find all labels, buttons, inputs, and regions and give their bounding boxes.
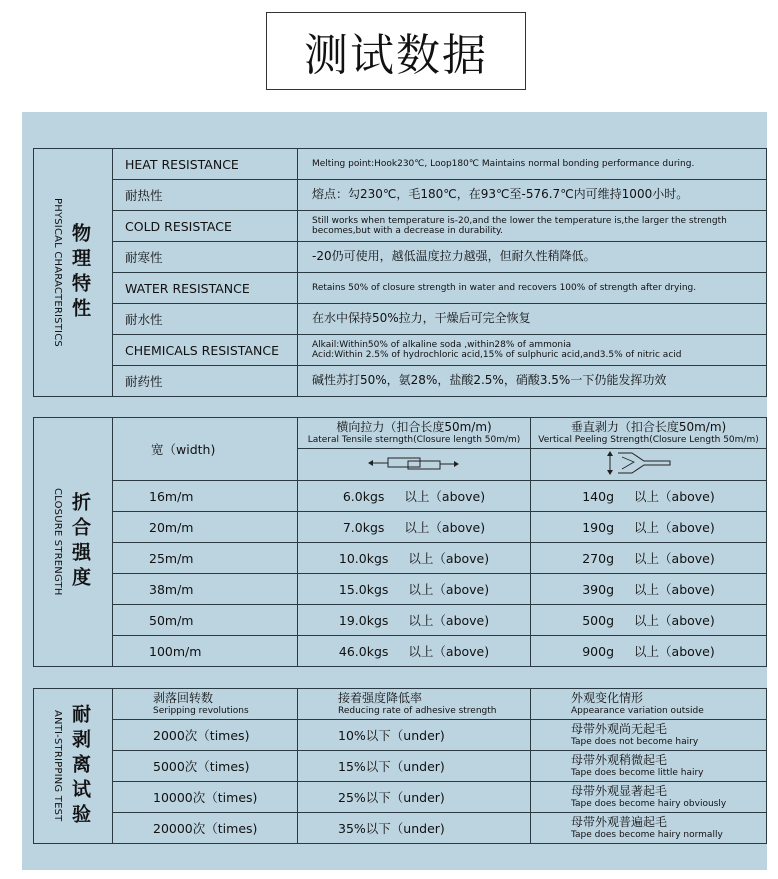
lateral-num: 6.0kgs [342, 489, 385, 504]
appearance-en: Tape does not become hairy [571, 736, 699, 747]
property-desc: 在水中保持50%拉力，干燥后可完全恢复 [298, 304, 767, 335]
width-value: 50m/m [113, 605, 298, 636]
table-row [34, 418, 767, 449]
lateral-value [298, 605, 531, 636]
lateral-note: 以上（above) [408, 613, 490, 628]
property-label: CHEMICALS RESISTANCE [113, 335, 298, 366]
header-en: Seripping revolutions [153, 705, 249, 716]
appearance-zh: 母带外观普遍起毛 [571, 814, 668, 829]
table-row [34, 149, 767, 180]
header-en: Appearance variation outside [571, 705, 704, 716]
vertical-note: 以上（above) [634, 520, 715, 535]
property-desc: Melting point:Hook230℃, Loop180℃ Maintains normal bonding performance during. [298, 149, 767, 180]
property-desc: 碱性苏打50%，氨28%，盐酸2.5%，硝酸3.5%一下仍能发挥功效 [298, 366, 767, 397]
property-desc [298, 335, 767, 366]
category-zh: 物理特性 [69, 222, 91, 323]
revolutions-value: 2000次（times) [113, 720, 298, 751]
vertical-num: 900g [582, 644, 615, 659]
vertical-num: 140g [582, 489, 615, 504]
physical-category [34, 149, 113, 397]
table-row [34, 273, 767, 304]
vertical-note: 以上（above) [634, 613, 715, 628]
lateral-note: 以上（above) [408, 582, 490, 597]
col-header-revolutions [113, 689, 298, 720]
vertical-value [531, 574, 767, 605]
appearance-zh: 母带外观稍微起毛 [571, 752, 668, 767]
table-row [34, 211, 767, 242]
table-row [34, 636, 767, 667]
lateral-note: 以上（above) [404, 489, 486, 504]
revolutions-value: 20000次（times) [113, 813, 298, 844]
closure-table [33, 417, 767, 667]
property-label: 耐药性 [113, 366, 298, 397]
property-label: COLD RESISTACE [113, 211, 298, 242]
vertical-value [531, 543, 767, 574]
vertical-header-en: Vertical Peeling Strength(Closure Length 50m/m) [538, 434, 759, 445]
vertical-num: 390g [582, 582, 615, 597]
vertical-header [531, 418, 767, 449]
lateral-header-zh: 横向拉力（扣合长度50m/m) [336, 419, 492, 434]
vertical-header-zh: 垂直剥力（扣合长度50m/m) [570, 419, 727, 434]
table-row [34, 512, 767, 543]
table-row [34, 242, 767, 273]
lateral-num: 46.0kgs [338, 644, 389, 659]
appearance-value [531, 751, 767, 782]
lateral-num: 7.0kgs [342, 520, 385, 535]
appearance-value [531, 720, 767, 751]
vertical-value [531, 605, 767, 636]
vertical-note: 以上（above) [634, 551, 715, 566]
lateral-note: 以上（above) [408, 644, 490, 659]
table-row [34, 366, 767, 397]
rate-value: 10%以下（under) [298, 720, 531, 751]
table-row [34, 605, 767, 636]
table-row [34, 782, 767, 813]
stripping-category [34, 689, 113, 844]
appearance-en: Tape does become hairy normally [571, 829, 723, 840]
property-desc: Retains 50% of closure strength in water and recovers 100% of strength after drying. [298, 273, 767, 304]
physical-table [33, 148, 767, 397]
appearance-en: Tape does become hairy obviously [571, 798, 727, 809]
lateral-value [298, 543, 531, 574]
table-row [34, 481, 767, 512]
width-header: 宽（width) [113, 418, 298, 481]
property-desc: 熔点：勾230℃，毛180℃，在93℃至-576.7℃内可维持1000小时。 [298, 180, 767, 211]
vertical-value [531, 636, 767, 667]
lateral-header-en: Lateral Tensile sterngth(Closure length 50m/m) [307, 434, 521, 445]
lateral-note: 以上（above) [404, 520, 486, 535]
category-en: ANTI-STRIPPING TEST [52, 710, 63, 822]
property-desc: -20仍可使用，越低温度拉力越强，但耐久性稍降低。 [298, 242, 767, 273]
lateral-num: 10.0kgs [338, 551, 389, 566]
width-value: 16m/m [113, 481, 298, 512]
lateral-note: 以上（above) [408, 551, 490, 566]
header-zh: 外观变化情形 [571, 690, 644, 705]
property-label: HEAT RESISTANCE [113, 149, 298, 180]
vertical-value [531, 512, 767, 543]
col-header-rate [298, 689, 531, 720]
category-en: PHYSICAL CHARACTERISTICS [52, 198, 63, 347]
page-title: 测试数据 [266, 12, 526, 90]
vertical-note: 以上（above) [634, 489, 715, 504]
lateral-num: 15.0kgs [338, 582, 389, 597]
vertical-note: 以上（above) [634, 644, 715, 659]
revolutions-value: 10000次（times) [113, 782, 298, 813]
vertical-num: 190g [582, 520, 615, 535]
vertical-value [531, 481, 767, 512]
table-row [34, 335, 767, 366]
table-row [34, 720, 767, 751]
appearance-zh: 母带外观尚无起毛 [571, 721, 668, 736]
category-en: CLOSURE STRENGTH [52, 488, 63, 596]
lateral-value [298, 512, 531, 543]
table-row [34, 304, 767, 335]
appearance-en: Tape does become little hairy [571, 767, 704, 778]
vertical-note: 以上（above) [634, 582, 715, 597]
col-header-appearance [531, 689, 767, 720]
stripping-table [33, 688, 767, 844]
table-row [34, 543, 767, 574]
table-row [34, 751, 767, 782]
table-row [34, 180, 767, 211]
desc-line: Acid:Within 2.5% of hydrochloric acid,15% of sulphuric acid,and3.5% of nitric acid [312, 350, 682, 360]
header-zh: 接着强度降低率 [338, 690, 423, 705]
vertical-peel-icon [531, 449, 767, 481]
rate-value: 15%以下（under) [298, 751, 531, 782]
lateral-header [298, 418, 531, 449]
lateral-value [298, 574, 531, 605]
property-label: 耐热性 [113, 180, 298, 211]
lateral-value [298, 636, 531, 667]
category-zh: 耐剥离试验 [69, 703, 91, 829]
lateral-value [298, 481, 531, 512]
desc-line: Alkail:Within50% of alkaline soda ,within28% of ammonia [312, 339, 572, 350]
closure-category [34, 418, 113, 667]
width-value: 100m/m [113, 636, 298, 667]
appearance-zh: 母带外观显著起毛 [571, 783, 668, 798]
property-label: 耐水性 [113, 304, 298, 335]
property-desc: Still works when temperature is-20,and the lower the temperature is,the larger the strength becomes,but with a decrease in durability. [298, 211, 767, 242]
rate-value: 25%以下（under) [298, 782, 531, 813]
header-en: Reducing rate of adhesive strength [338, 705, 497, 716]
header-zh: 剥落回转数 [153, 690, 214, 705]
lateral-tensile-icon [298, 449, 531, 481]
vertical-num: 270g [582, 551, 615, 566]
table-row [34, 689, 767, 720]
lateral-num: 19.0kgs [338, 613, 389, 628]
width-value: 25m/m [113, 543, 298, 574]
appearance-value [531, 813, 767, 844]
width-value: 20m/m [113, 512, 298, 543]
width-value: 38m/m [113, 574, 298, 605]
rate-value: 35%以下（under) [298, 813, 531, 844]
property-label: WATER RESISTANCE [113, 273, 298, 304]
property-label: 耐寒性 [113, 242, 298, 273]
vertical-num: 500g [582, 613, 615, 628]
table-row [34, 574, 767, 605]
revolutions-value: 5000次（times) [113, 751, 298, 782]
category-zh: 折合强度 [69, 492, 91, 592]
table-row [34, 813, 767, 844]
appearance-value [531, 782, 767, 813]
